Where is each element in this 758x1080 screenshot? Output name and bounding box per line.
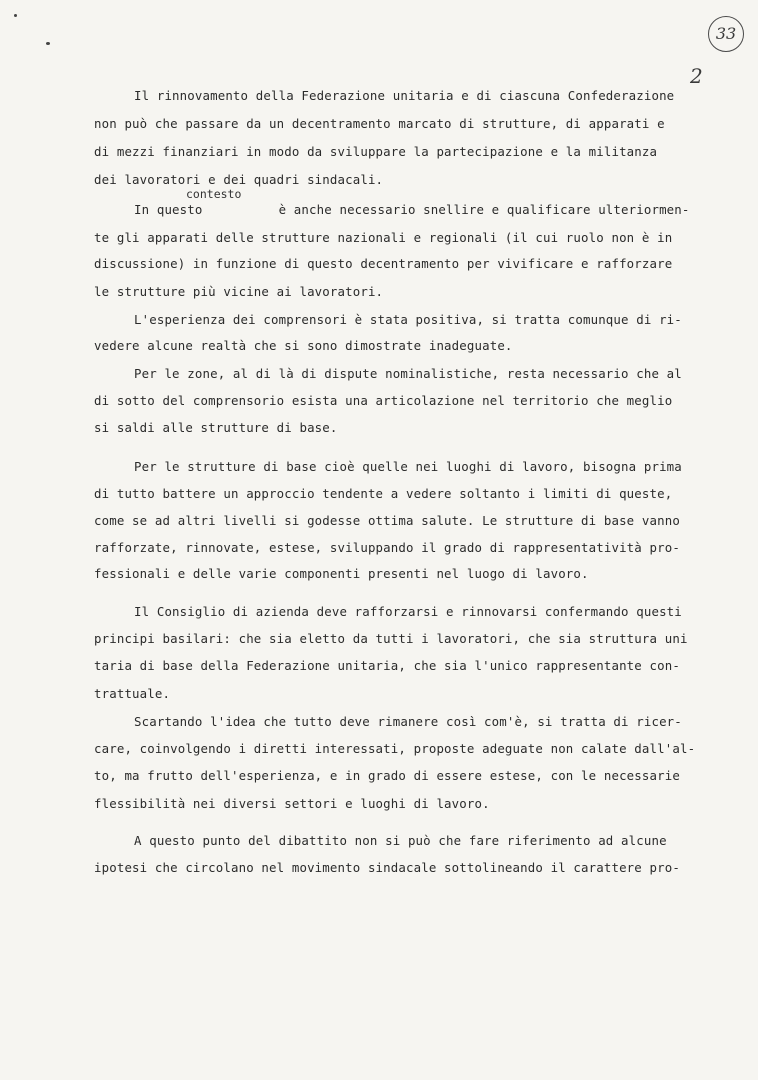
text-line: care, coinvolgendo i diretti interessati, proposte adeguate non calate dall'al- <box>94 741 696 756</box>
text-line: In questo è anche necessario snellire e qualificare ulteriormen- <box>134 202 690 217</box>
text-line: le strutture più vicine ai lavoratori. <box>94 284 384 299</box>
text-line: Per le zone, al di là di dispute nominalistiche, resta necessario che al <box>134 366 682 381</box>
text-line: flessibilità nei diversi settori e luoghi di lavoro. <box>94 796 490 811</box>
scan-speck <box>46 42 50 45</box>
text-line: si saldi alle strutture di base. <box>94 420 338 435</box>
archive-number-stamp: 33 <box>708 16 744 52</box>
text-line: Il Consiglio di azienda deve rafforzarsi e rinnovarsi confermando questi <box>134 604 682 619</box>
text-line: fessionali e delle varie componenti presenti nel luogo di lavoro. <box>94 566 589 581</box>
text-line: di tutto battere un approccio tendente a vedere soltanto i limiti di queste, <box>94 486 673 501</box>
text-line: come se ad altri livelli si godesse ottima salute. Le strutture di base vanno <box>94 513 680 528</box>
page-number: 2 <box>690 64 703 88</box>
text-line: non può che passare da un decentramento marcato di strutture, di apparati e <box>94 116 665 131</box>
text-line: di sotto del comprensorio esista una articolazione nel territorio che meglio <box>94 393 673 408</box>
handwritten-insert: contesto <box>186 187 242 201</box>
text-line: vedere alcune realtà che si sono dimostrate inadeguate. <box>94 338 513 353</box>
text-line: L'esperienza dei comprensori è stata positiva, si tratta comunque di ri- <box>134 312 682 327</box>
scan-speck <box>14 14 17 17</box>
text-line: di mezzi finanziari in modo da sviluppare la partecipazione e la militanza <box>94 144 658 159</box>
text-line: trattuale. <box>94 686 171 701</box>
text-line: dei lavoratori e dei quadri sindacali. <box>94 172 384 187</box>
text-line: A questo punto del dibattito non si può che fare riferimento ad alcune <box>134 833 667 848</box>
text-line: rafforzate, rinnovate, estese, sviluppando il grado di rappresentatività pro- <box>94 540 680 555</box>
text-line: principi basilari: che sia eletto da tutti i lavoratori, che sia struttura uni <box>94 631 688 646</box>
text-line: Il rinnovamento della Federazione unitaria e di ciascuna Confederazione <box>134 88 675 103</box>
text-line: ipotesi che circolano nel movimento sindacale sottolineando il carattere pro- <box>94 860 680 875</box>
text-line: Per le strutture di base cioè quelle nei luoghi di lavoro, bisogna prima <box>134 459 682 474</box>
text-line: te gli apparati delle strutture nazionali e regionali (il cui ruolo non è in <box>94 230 673 245</box>
text-line: Scartando l'idea che tutto deve rimanere così com'è, si tratta di ricer- <box>134 714 682 729</box>
text-line: discussione) in funzione di questo decentramento per vivificare e rafforzare <box>94 256 673 271</box>
text-line: to, ma frutto dell'esperienza, e in grado di essere estese, con le necessarie <box>94 768 680 783</box>
text-line: taria di base della Federazione unitaria, che sia l'unico rappresentante con- <box>94 658 680 673</box>
